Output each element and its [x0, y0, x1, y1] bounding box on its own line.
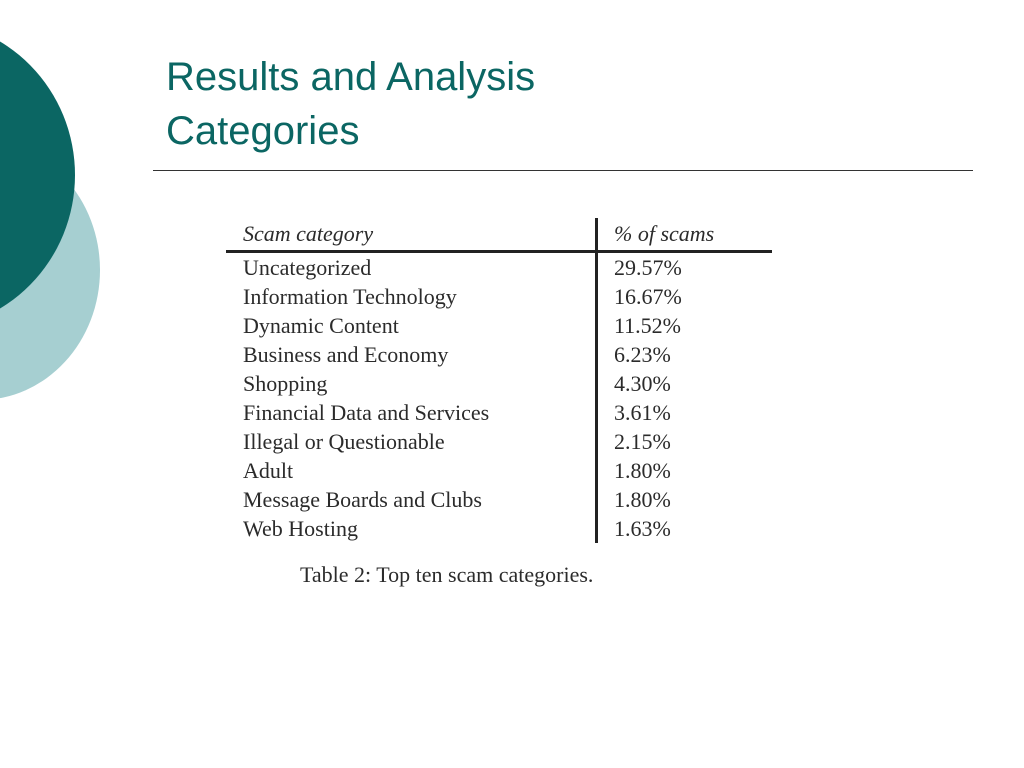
cell-percent: 2.15%	[597, 427, 773, 456]
table-row	[226, 340, 772, 369]
cell-category: Information Technology	[243, 284, 457, 309]
scam-categories-table	[226, 218, 772, 543]
cell-category: Adult	[243, 458, 294, 483]
cell-category: Business and Economy	[243, 342, 449, 367]
cell-percent: 29.57%	[597, 252, 773, 283]
header-percent-of-scams: % of scams	[597, 218, 773, 252]
cell-category: Web Hosting	[243, 516, 358, 541]
cell-percent: 16.67%	[597, 282, 773, 311]
cell-percent: 1.80%	[597, 456, 773, 485]
table-header-row	[226, 218, 772, 252]
slide-title-line2: Categories	[166, 109, 360, 153]
header-scam-category: Scam category	[226, 218, 597, 252]
table-row	[226, 252, 772, 283]
cell-category: Financial Data and Services	[243, 400, 490, 425]
cell-category: Illegal or Questionable	[243, 429, 445, 454]
table-container	[226, 218, 786, 543]
table-row	[226, 282, 772, 311]
cell-category: Uncategorized	[243, 255, 372, 280]
table-row	[226, 485, 772, 514]
table-row	[226, 514, 772, 543]
table-caption: Table 2: Top ten scam categories.	[300, 562, 594, 587]
table-row	[226, 311, 772, 340]
slide-title	[166, 50, 535, 158]
cell-percent: 1.63%	[597, 514, 773, 543]
cell-percent: 3.61%	[597, 398, 773, 427]
cell-category: Shopping	[243, 371, 328, 396]
slide-title-line1: Results and Analysis	[166, 55, 536, 99]
cell-percent: 11.52%	[597, 311, 773, 340]
cell-percent: 4.30%	[597, 369, 773, 398]
table-row	[226, 398, 772, 427]
table-row	[226, 369, 772, 398]
cell-category: Dynamic Content	[243, 313, 399, 338]
table-row	[226, 427, 772, 456]
table-row	[226, 456, 772, 485]
cell-percent: 6.23%	[597, 340, 773, 369]
cell-percent: 1.80%	[597, 485, 773, 514]
cell-category: Message Boards and Clubs	[243, 487, 482, 512]
title-divider	[153, 170, 973, 171]
